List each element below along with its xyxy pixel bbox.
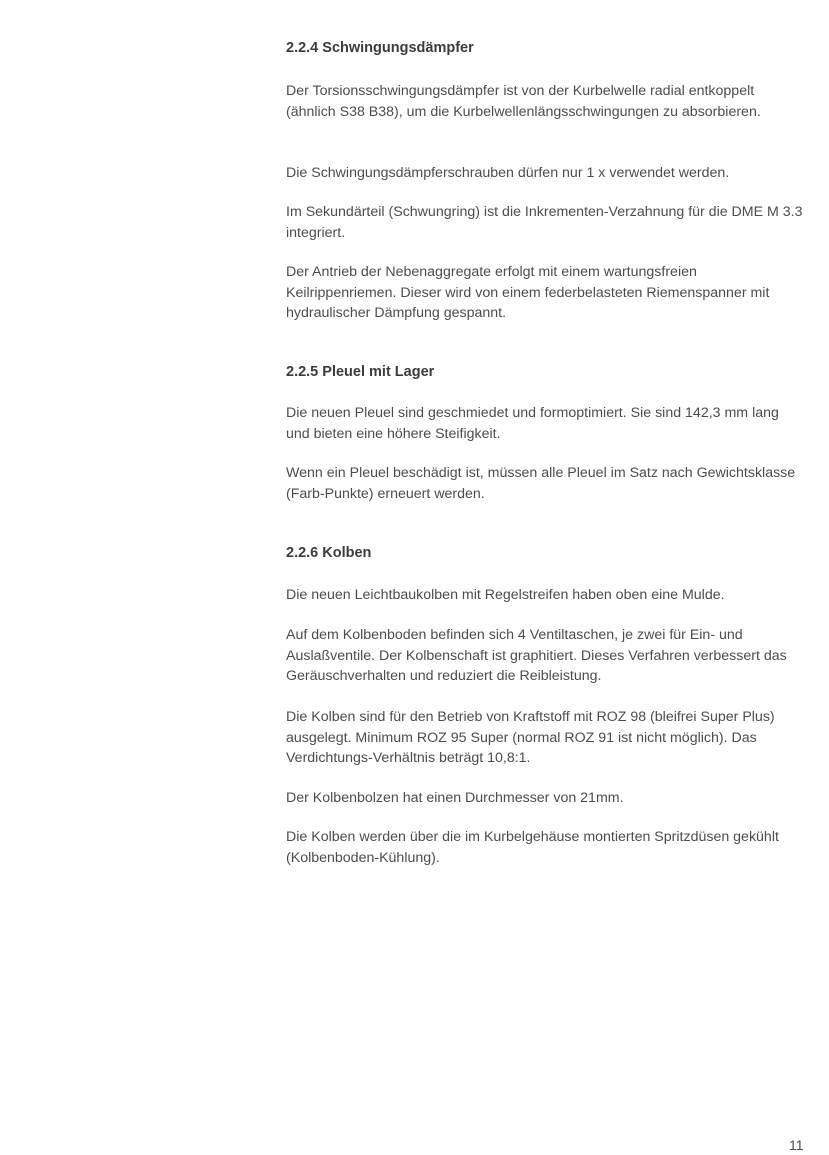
paragraph: Im Sekundärteil (Schwungring) ist die Inkrementen-Verzahnung für die DME M 3.3 integriert.	[286, 204, 803, 241]
paragraph: Der Kolbenbolzen hat einen Durchmesser von 21mm.	[286, 790, 624, 806]
paragraph: Die Kolben sind für den Betrieb von Kraftstoff mit ROZ 98 (bleifrei Super Plus) ausgelegt. Minimum ROZ 95 Super (normal ROZ 91 ist nicht möglich). Das Verdichtungs-Verhältnis beträgt 10,8:1.	[286, 709, 775, 766]
section-heading-kolben: 2.2.6 Kolben	[286, 545, 372, 561]
page-number: 11	[789, 1137, 804, 1153]
paragraph: Der Antrieb der Nebenaggregate erfolgt mit einem wartungsfreien Keilrippenriemen. Dieser wird von einem federbelasteten Riemenspanner mit hydraulischer Dämpfung gespannt.	[286, 264, 770, 321]
section-heading-pleuel-mit-lager: 2.2.5 Pleuel mit Lager	[286, 364, 435, 380]
paragraph: Die neuen Leichtbaukolben mit Regelstreifen haben oben eine Mulde.	[286, 587, 725, 603]
paragraph: Die Kolben werden über die im Kurbelgehäuse montierten Spritzdüsen gekühlt (Kolbenboden-Kühlung).	[286, 829, 779, 866]
section-heading-schwingungsdaempfer: 2.2.4 Schwingungsdämpfer	[286, 40, 474, 56]
paragraph: Die Schwingungsdämpferschrauben dürfen nur 1 x verwendet werden.	[286, 165, 730, 181]
paragraph: Auf dem Kolbenboden befinden sich 4 Ventiltaschen, je zwei für Ein- und Auslaßventile. Der Kolbenschaft ist graphitiert. Dieses Verfahren verbessert das Geräuschverhalten und reduziert die Reibleistung.	[286, 627, 787, 684]
paragraph: Wenn ein Pleuel beschädigt ist, müssen alle Pleuel im Satz nach Gewichtsklasse (Farb-Punkte) erneuert werden.	[286, 465, 796, 502]
paragraph: Der Torsionsschwingungsdämpfer ist von der Kurbelwelle radial entkoppelt (ähnlich S38 B38), um die Kurbelwellenlängsschwingungen zu absorbieren.	[286, 83, 761, 120]
paragraph: Die neuen Pleuel sind geschmiedet und formoptimiert. Sie sind 142,3 mm lang und bieten eine höhere Steifigkeit.	[286, 405, 779, 442]
